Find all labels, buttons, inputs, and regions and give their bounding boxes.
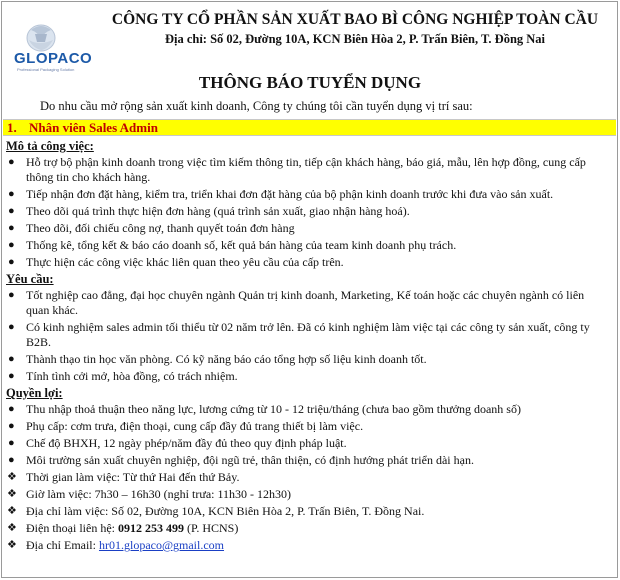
list-item: ● Hỗ trợ bộ phận kinh doanh trong việc tìm kiếm thông tin, tiếp cận khách hàng, báo giá, mẫu, lên hợp đồng, cung cấp thông tin cho khách hàng.	[8, 155, 586, 184]
position-heading-bar	[3, 119, 616, 136]
bullet-icon: ●	[8, 256, 15, 268]
bullet-icon: ●	[8, 222, 15, 234]
list-item: ● Thành thạo tin học văn phòng. Có kỹ năng báo cáo tổng hợp số liệu kinh doanh tốt.	[8, 352, 427, 366]
job-description-list	[6, 155, 606, 270]
benefits-list	[6, 402, 606, 468]
list-item: ● Tính tình cởi mở, hòa đồng, có trách nhiệm.	[8, 369, 238, 383]
company-address: Địa chỉ: Số 02, Đường 10A, KCN Biên Hòa 2, P. Trấn Biên, T. Đồng Nai	[164, 32, 546, 46]
benefits-heading: Quyền lợi:	[6, 386, 63, 400]
bullet-icon: ●	[8, 156, 15, 168]
position-title: Nhân viên Sales Admin	[29, 120, 158, 135]
page-title: THÔNG BÁO TUYỂN DỤNG	[198, 73, 422, 92]
bullet-icon: ●	[8, 437, 15, 449]
list-item: ● Theo dõi, đối chiếu công nợ, thanh quyết toán đơn hàng	[8, 221, 295, 235]
position-number: 1.	[7, 120, 17, 135]
logo-text: GLOPACO	[14, 50, 93, 67]
list-item: ● Theo dõi quá trình thực hiện đơn hàng (quá trình sản xuất, giao nhận hàng hoá).	[8, 204, 410, 218]
job-description-heading: Mô tả công việc:	[6, 139, 94, 153]
work-hours-item: ❖ Giờ làm việc: 7h30 – 16h30 (nghỉ trưa: 11h30 - 12h30)	[7, 487, 292, 501]
list-item: ● Phụ cấp: cơm trưa, điện thoại, cung cấp đầy đủ trang thiết bị làm việc.	[8, 419, 364, 433]
diamond-bullet-icon: ❖	[7, 488, 17, 500]
bullet-icon: ●	[8, 321, 15, 333]
intro-text: Do nhu cầu mở rộng sản xuất kinh doanh, Công ty chúng tôi cần tuyển dụng vị trí sau:	[40, 99, 473, 113]
diamond-bullet-icon: ❖	[7, 471, 17, 483]
bullet-icon: ●	[8, 205, 15, 217]
contact-info-list	[6, 470, 606, 553]
list-item: ● Tốt nghiệp cao đẳng, đại học chuyên ngành Quản trị kinh doanh, Marketing, Kế toán hoặc các chuyên ngành có liên quan khác.	[8, 288, 585, 317]
bullet-icon: ●	[8, 353, 15, 365]
diamond-bullet-icon: ❖	[7, 522, 17, 534]
requirements-list	[6, 288, 606, 384]
logo-tagline: Professional Packaging Solution	[17, 67, 75, 72]
work-location-item: ❖ Địa chỉ làm việc: Số 02, Đường 10A, KCN Biên Hòa 2, P. Trấn Biên, T. Đồng Nai.	[7, 504, 425, 518]
list-item: ● Môi trường sản xuất chuyên nghiệp, đội ngũ trẻ, thân thiện, có định hướng phát triển dài hạn.	[8, 453, 474, 467]
work-time-item: ❖ Thời gian làm việc: Từ thứ Hai đến thứ Bảy.	[7, 470, 240, 484]
list-item: ● Thu nhập thoả thuận theo năng lực, lương cứng từ 10 - 12 triệu/tháng (chưa bao gồm thưởng doanh số)	[8, 402, 521, 416]
bullet-icon: ●	[8, 239, 15, 251]
bullet-icon: ●	[8, 454, 15, 466]
bullet-icon: ●	[8, 289, 15, 301]
list-item: ● Có kinh nghiệm sales admin tối thiểu từ 02 năm trở lên. Đã có kinh nghiệm làm việc tại các công ty sản xuất, công ty B2B.	[8, 320, 590, 349]
email-item: ❖ Địa chỉ Email: hr01.glopaco@gmail.com	[7, 538, 225, 552]
list-item: ● Thực hiện các công việc khác liên quan theo yêu cầu của cấp trên.	[8, 255, 344, 269]
diamond-bullet-icon: ❖	[7, 505, 17, 517]
company-name: CÔNG TY CỔ PHẦN SẢN XUẤT BAO BÌ CÔNG NGHIỆP TOÀN CẦU	[111, 11, 599, 28]
list-item: ● Chế độ BHXH, 12 ngày phép/năm đầy đủ theo quy định pháp luật.	[8, 436, 347, 450]
job-content	[6, 137, 606, 555]
bullet-icon: ●	[8, 370, 15, 382]
phone-item: ❖ Điện thoại liên hệ: 0912 253 499 (P. HCNS)	[7, 521, 239, 535]
list-item: ● Thống kê, tổng kết & báo cáo doanh số, kết quả bán hàng của team kinh doanh phụ trách.	[8, 238, 457, 252]
diamond-bullet-icon: ❖	[7, 539, 17, 551]
requirements-heading: Yêu cầu:	[6, 272, 54, 286]
bullet-icon: ●	[8, 188, 15, 200]
email-link[interactable]: hr01.glopaco@gmail.com	[98, 538, 225, 552]
bullet-icon: ●	[8, 420, 15, 432]
bullet-icon: ●	[8, 403, 15, 415]
list-item: ● Tiếp nhận đơn đặt hàng, kiểm tra, triển khai đơn đặt hàng của bộ phận kinh doanh trước khi đưa vào sản xuất.	[8, 187, 554, 201]
phone-number: 0912 253 499	[117, 521, 184, 535]
